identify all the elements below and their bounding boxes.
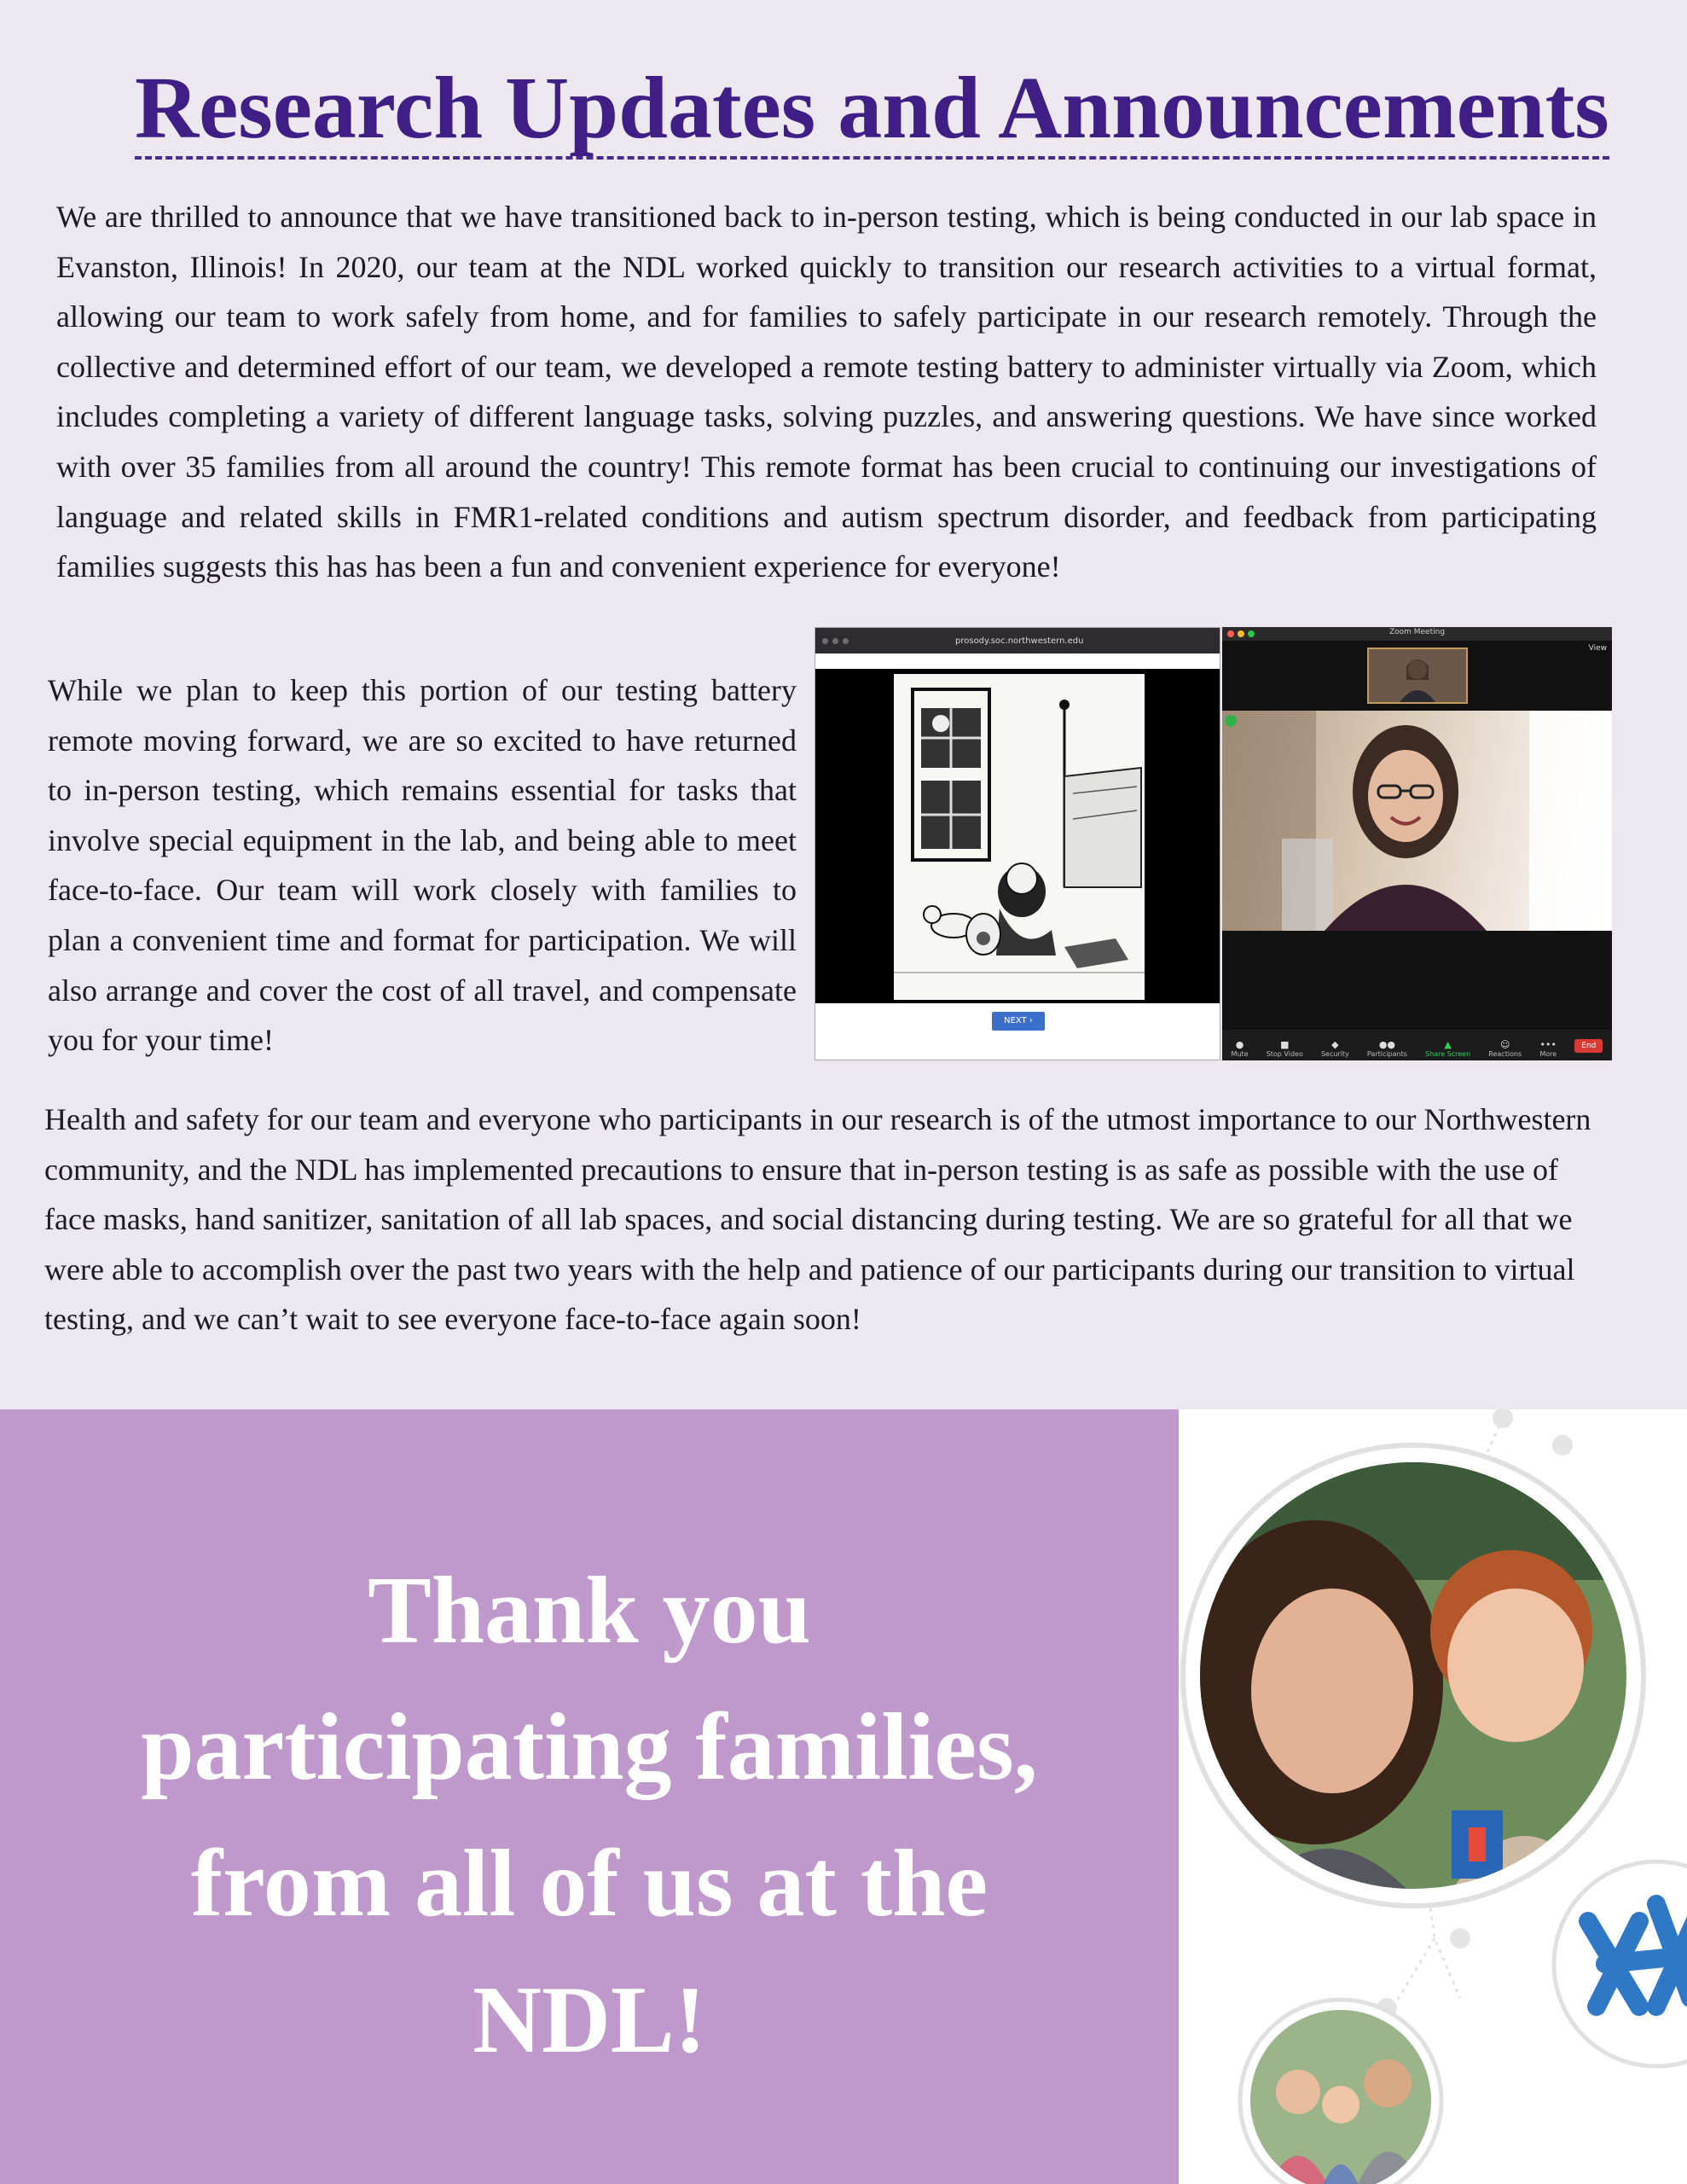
- security-button[interactable]: [1321, 1039, 1349, 1058]
- speaker-video-icon: [1222, 711, 1612, 931]
- in-person-paragraph: While we plan to keep this portion of our testing battery remote moving forward, we are so excited to have returned to in-person testing, which remains essential for tasks that involve special equipment in the lab, and being able to meet face-to-face. Our team will work closely with families to plan a convenient time and format for participation. We will also arrange and cover the cost of all travel, and compensate you for your time!: [48, 673, 797, 1058]
- stop-video-label: Stop Video: [1266, 1050, 1303, 1058]
- intro-paragraph: We are thrilled to announce that we have transitioned back to in-person testing, which is being conducted in our lab space in Evanston, Illinois! In 2020, our team at the NDL worked quickly to transition our research activities to a virtual format, allowing our team to work safely from home, and for families to safely participate in our research remotely. Through the collective and determined effort of our team, we developed a remote testing battery to administer virtually via Zoom, which includes completing a variety of different language tasks, solving puzzles, and answering questions. We have since worked with over 35 families from all around the country! This remote format has been crucial to continuing our investigations of language and related skills in FMR1-related conditions and autism spectrum disorder, and feedback from participating families suggests this has has been a fun and convenient experience for everyone!: [56, 200, 1597, 584]
- microphone-icon: ●: [1235, 1039, 1244, 1050]
- photo-collage: [1179, 1409, 1687, 2184]
- thank-you-line-2: participating families,: [141, 1694, 1038, 1800]
- sketch-illustration-icon: [894, 674, 1145, 1000]
- participants-label: Participants: [1366, 1050, 1407, 1058]
- thank-you-banner: [0, 1409, 1179, 2184]
- browser-url: prosody.soc.northwestern.edu: [955, 636, 1084, 646]
- task-stage: [815, 669, 1220, 1003]
- story-illustration: [894, 674, 1145, 1000]
- ellipsis-icon: •••: [1539, 1039, 1557, 1050]
- security-label: Security: [1320, 1050, 1349, 1058]
- remote-testing-screenshot: [815, 627, 1612, 1060]
- participant-avatar-icon: [1369, 649, 1466, 702]
- smiley-icon: ☺: [1500, 1039, 1510, 1050]
- window-dot-icon: [822, 638, 828, 644]
- share-arrow-icon: ▲: [1444, 1039, 1452, 1050]
- end-meeting-button[interactable]: End: [1574, 1039, 1603, 1053]
- window-dot-icon: [843, 638, 849, 644]
- zoom-window: [1222, 627, 1612, 1060]
- zoom-control-bar: [1222, 1030, 1612, 1060]
- zoom-titlebar: [1222, 627, 1612, 641]
- thank-you-line-4: NDL!: [472, 1967, 706, 2073]
- reactions-button[interactable]: [1488, 1039, 1522, 1058]
- participants-button[interactable]: [1367, 1039, 1407, 1058]
- zoom-title: Zoom Meeting: [1388, 628, 1446, 636]
- window-dot-icon: [832, 638, 838, 644]
- thank-you-message: [0, 1542, 1179, 2088]
- people-icon: ●●: [1378, 1039, 1396, 1050]
- share-screen-label: Share Screen: [1425, 1050, 1471, 1058]
- stop-video-button[interactable]: [1267, 1039, 1303, 1058]
- camera-icon: ■: [1280, 1039, 1290, 1050]
- mute-label: Mute: [1231, 1050, 1249, 1058]
- view-button[interactable]: View: [1588, 644, 1607, 653]
- photo-collage-icon: [1179, 1409, 1687, 2184]
- health-safety-paragraph: Health and safety for our team and everyone who participants in our research is of the utmost importance to our Northwestern community, and the NDL has implemented precautions to ensure that in-person testing is as safe as possible with the use of face masks, hand sanitizer, sanitation of all lab spaces, and social distancing during testing. We are so grateful for all that we were able to accomplish over the past two years with the help and patience of our participants during our transition to virtual testing, and we can’t wait to see everyone face-to-face again soon!: [44, 1102, 1591, 1337]
- thank-you-line-1: Thank you: [368, 1558, 811, 1664]
- main-video-feed: [1222, 711, 1612, 931]
- more-label: More: [1539, 1050, 1557, 1058]
- next-button[interactable]: NEXT ›: [992, 1012, 1045, 1031]
- browser-toolbar: [815, 628, 1220, 653]
- thank-you-line-3: from all of us at the: [190, 1831, 988, 1937]
- mute-button[interactable]: [1232, 1039, 1249, 1058]
- participant-thumbnail: [1367, 648, 1468, 704]
- share-screen-button[interactable]: [1425, 1039, 1470, 1058]
- reactions-label: Reactions: [1488, 1050, 1522, 1058]
- more-button[interactable]: [1539, 1039, 1557, 1058]
- page-title: Research Updates and Announcements: [135, 61, 1609, 160]
- shield-icon: ◆: [1331, 1039, 1339, 1050]
- browser-window: [815, 627, 1220, 1060]
